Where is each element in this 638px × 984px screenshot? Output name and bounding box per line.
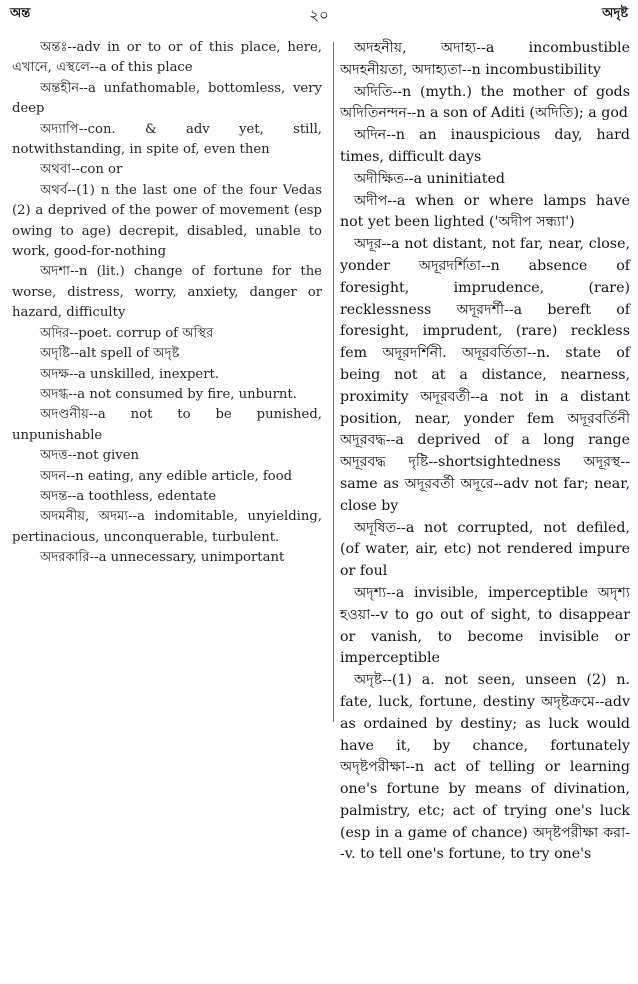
entry: অদত্ত--not given	[40, 448, 140, 464]
entry: অদৃষ্টি--alt spell of অদৃষ্ট	[40, 346, 180, 362]
entry: অদক্ষ--a unskilled, inexpert.	[40, 366, 220, 382]
entry: অদন--n eating, any edible article, food	[40, 468, 293, 484]
entry: অথবা--con or	[40, 162, 123, 178]
entry: অদূর--a not distant, not far, near, close, yonder অদূরদর্শিতা--n absence of foresight, imprudence, (rare) recklessness অদূরদর্শী--a bereft of foresight, imprudent, (rare) reckless fem অদূরদর্শিনী. অদূরবর্তিতা--n. state of being not at a distance, nearness, proximity অদূরবর্তী--a not in a distant position, near, yonder fem অদূরবর্তিনী অদূরবদ্ধ--a deprived of a long range অদূরবদ্ধ দৃষ্টি--shortsightedness অদূরস্থ--same as অদূরবর্তী অদূরে--adv not far; near, close by	[340, 236, 630, 514]
right-column	[340, 38, 630, 866]
page-number: ২০	[309, 6, 329, 24]
right-guide-word: অদৃষ্ট	[602, 6, 628, 21]
entry: অদির--poet. corrup of অস্থির	[40, 325, 214, 341]
entry: অদৃষ্ট--(1) a. not seen, unseen (2) n. fate, luck, fortune, destiny অদৃষ্টক্রমে--adv as ordained by destiny; as luck would have it, by chance, fortunately অদৃষ্টপরীক্ষা--n act of telling or learning one's fortune by means of divination, palmistry, etc; act of trying one's luck (esp in a game of chance) অদৃষ্টপরীক্ষা করা--v. to tell one's fortune, to try one's	[340, 672, 630, 863]
entry: অদৃশ্য--a invisible, imperceptible অদৃশ্য হওয়া--v to go out of sight, to disappear or vanish, to become invisible or imperceptible	[340, 584, 630, 667]
page-header	[10, 4, 628, 24]
left-guide-word: অন্ত	[10, 6, 31, 21]
entry: অদশা--n (lit.) change of fortune for the worse, distress, worry, anxiety, danger or hazard, difficulty	[12, 264, 322, 321]
left-column	[12, 38, 322, 569]
entry: অদিন--n an inauspicious day, hard times, difficult days	[340, 127, 630, 165]
entry: অদীক্ষিত--a uninitiated	[354, 170, 505, 187]
entry: অন্তহীন--a unfathomable, bottomless, very deep	[12, 80, 322, 117]
entry: অন্তঃ--adv in or to or of this place, here, এখানে, এস্থলে--a of this place	[12, 40, 322, 76]
entry: অদগ্ধ--a not consumed by fire, unburnt.	[40, 386, 297, 402]
entry: অদরকারি--a unnecessary, unimportant	[40, 550, 285, 566]
entry: অথর্ব--(1) n the last one of the four Vedas (2) a deprived of the power of movement (esp owing to age) decrepit, disabled, unable to work, good-for-nothing	[12, 182, 322, 260]
entry: অদন্ত--a toothless, edentate	[40, 488, 217, 504]
entry: অদিতি--n (myth.) the mother of gods অদিতিনন্দন--n a son of Aditi (অদিতি); a god	[340, 83, 630, 122]
column-divider	[333, 42, 334, 722]
entry: অদমনীয়, অদম্য--a indomitable, unyielding, pertinacious, unconquerable, turbulent.	[12, 509, 322, 545]
entry: অদীপ--a when or where lamps have not yet been lighted ('অদীপ সন্ধ্যা')	[340, 192, 630, 231]
entry: অদণ্ডনীয়--a not to be punished, unpunishable	[12, 407, 322, 443]
entry: অদহনীয়, অদাহ্য--a incombustible অদহনীয়তা, অদাহ্যতা--n incombustibility	[340, 40, 630, 78]
entry: অদূষিত--a not corrupted, not defiled, (of water, air, etc) not rendered impure or foul	[340, 519, 630, 580]
entry: অদ্যাপি--con. & adv yet, still, notwithstanding, in spite of, even then	[12, 121, 322, 158]
